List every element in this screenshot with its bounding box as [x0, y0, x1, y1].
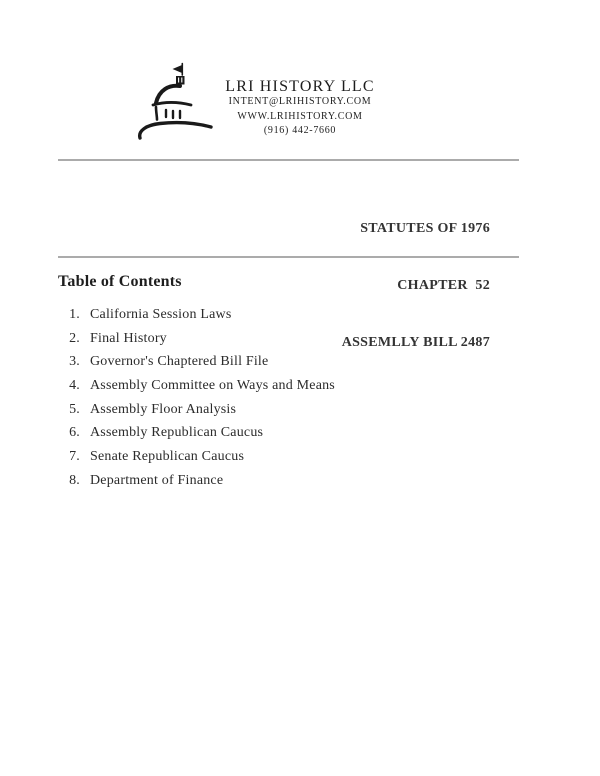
toc-item: [0, 445, 520, 469]
toc-item: [0, 327, 520, 351]
company-website: WWW.LRIHISTORY.COM: [237, 110, 363, 122]
toc-item-number: 5.: [69, 401, 80, 417]
company-email: INTENT@LRIHISTORY.COM: [228, 96, 372, 107]
toc-item-number: 4.: [69, 377, 80, 393]
toc-item: [0, 469, 520, 493]
toc-item: [0, 421, 520, 445]
toc-item-label: Governor's Chaptered Bill File: [90, 354, 269, 370]
toc-item: [0, 350, 520, 374]
bottom-divider: [58, 256, 519, 258]
toc-item-number: 2.: [69, 330, 80, 346]
toc-item-label: Assembly Floor Analysis: [90, 401, 237, 417]
toc-item-label: Department of Finance: [90, 472, 224, 488]
toc-item: [0, 374, 520, 398]
toc-item-label: Assembly Republican Caucus: [90, 425, 264, 441]
toc-title: Table of Contents: [58, 273, 182, 290]
top-divider: [58, 159, 519, 161]
toc-item: [0, 303, 520, 327]
toc-item-number: 6.: [69, 425, 80, 441]
toc-item-number: 1.: [69, 306, 80, 322]
toc-item-label: Assembly Committee on Ways and Means: [90, 377, 335, 393]
toc-item-number: 8.: [69, 472, 80, 488]
statute-chapter-line: CHAPTER 52: [397, 278, 490, 293]
statute-year-line: STATUTES OF 1976: [360, 221, 490, 236]
toc-item-number: 7.: [69, 448, 80, 464]
toc-item-label: Final History: [90, 330, 167, 346]
toc-item-label: California Session Laws: [90, 306, 232, 322]
toc-item-label: Senate Republican Caucus: [90, 448, 245, 464]
toc-list: [0, 303, 520, 493]
company-phone: (916) 442-7660: [263, 125, 337, 136]
company-name: LRI HISTORY LLC: [225, 78, 375, 95]
toc-item: [0, 398, 520, 422]
statute-bill-line: ASSEMLLY BILL 2487: [341, 335, 490, 350]
letterhead: [0, 78, 600, 139]
toc-item-number: 3.: [69, 354, 80, 370]
